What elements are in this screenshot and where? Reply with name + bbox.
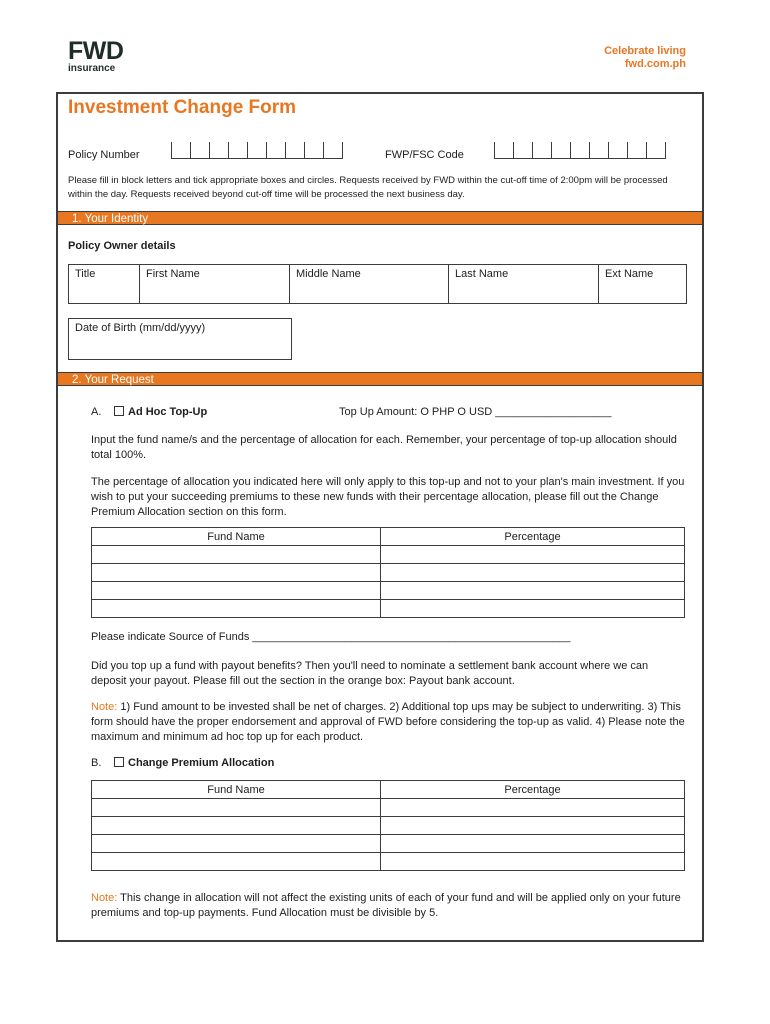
table-row[interactable] bbox=[92, 817, 685, 835]
note-label: Note: bbox=[91, 892, 118, 904]
table-row[interactable] bbox=[92, 582, 685, 600]
topup-allocation-note: The percentage of allocation you indicated here will only apply to this top-up and not to your plan's main investment. If you wish to put your succeeding premiums to these new funds with their percentage allocation, please fill out the Change Premium Allocation section on this form. bbox=[91, 476, 685, 518]
fwd-logo bbox=[68, 38, 123, 74]
topup-fund-table bbox=[91, 527, 685, 618]
policy-owner-heading: Policy Owner details bbox=[68, 240, 176, 252]
tagline-block bbox=[604, 45, 686, 71]
percentage-header: Percentage bbox=[381, 781, 685, 799]
allocation-note bbox=[91, 891, 685, 921]
fwp-code-label: FWP/FSC Code bbox=[385, 149, 464, 161]
change-premium-option[interactable] bbox=[114, 757, 274, 769]
logo-wordmark: FWD bbox=[68, 37, 124, 65]
identity-table bbox=[68, 264, 687, 304]
policy-number-label: Policy Number bbox=[68, 149, 140, 161]
option-b-letter: B. bbox=[91, 757, 102, 769]
topup-instructions: Input the fund name/s and the percentage of allocation for each. Remember, your percentage of top-up allocation should total 100%. bbox=[91, 434, 677, 461]
last-name-field[interactable]: Last Name bbox=[449, 265, 599, 303]
fwp-code-boxes[interactable] bbox=[494, 142, 666, 159]
date-of-birth-field[interactable]: Date of Birth (mm/dd/yyyy) bbox=[68, 318, 292, 360]
table-row[interactable] bbox=[92, 835, 685, 853]
option-a-letter: A. bbox=[91, 406, 102, 418]
table-header-row bbox=[92, 781, 685, 799]
ad-hoc-topup-option[interactable] bbox=[114, 406, 207, 418]
policy-number-boxes[interactable] bbox=[171, 142, 343, 159]
title-field[interactable]: Title bbox=[69, 265, 140, 303]
website: fwd.com.ph bbox=[624, 58, 686, 70]
tagline: Celebrate living bbox=[604, 45, 686, 57]
percentage-header: Percentage bbox=[381, 528, 685, 546]
premium-allocation-table bbox=[91, 780, 685, 871]
note-label: Note: bbox=[91, 701, 118, 713]
table-row[interactable] bbox=[92, 546, 685, 564]
checkbox-icon[interactable] bbox=[114, 757, 124, 767]
form-title: Investment Change Form bbox=[68, 97, 297, 118]
table-row[interactable] bbox=[92, 799, 685, 817]
checkbox-icon[interactable] bbox=[114, 406, 124, 416]
source-of-funds-line[interactable]: Please indicate Source of Funds ____________________________________________________ bbox=[91, 631, 571, 643]
topup-notes bbox=[91, 700, 685, 745]
table-header-row bbox=[92, 528, 685, 546]
section-2-header: 2. Your Request bbox=[58, 372, 702, 386]
payout-paragraph: Did you top up a fund with payout benefits? Then you'll need to nominate a settlement bank account where we can deposit your payout. Please fill out the section in the orange box: Payout bank account. bbox=[91, 660, 649, 687]
table-row[interactable] bbox=[92, 853, 685, 871]
ad-hoc-topup-label: Ad Hoc Top-Up bbox=[128, 406, 208, 418]
first-name-field[interactable]: First Name bbox=[140, 265, 290, 303]
fund-name-header: Fund Name bbox=[92, 528, 381, 546]
change-premium-label: Change Premium Allocation bbox=[128, 757, 275, 769]
fund-name-header: Fund Name bbox=[92, 781, 381, 799]
logo-subtext: insurance bbox=[68, 63, 116, 74]
ext-name-field[interactable]: Ext Name bbox=[605, 268, 654, 280]
note-text: This change in allocation will not affect the existing units of each of your fund and will be applied only on your future premiums and top-up payments. Fund Allocation must be divisible by 5. bbox=[91, 892, 681, 919]
instructions-text: Please fill in block letters and tick appropriate boxes and circles. Requests received by FWD within the cut-off time of 2:00pm will be processed within the day. Requests received beyond cut-off time will be processed the next business day. bbox=[68, 175, 668, 200]
section-1-header: 1. Your Identity bbox=[58, 211, 702, 225]
note-text: 1) Fund amount to be invested shall be net of charges. 2) Additional top ups may be subject to underwriting. 3) This form should have the proper endorsement and approval of FWD before considering the top-up as valid. 4) Please note the maximum and minimum ad hoc top up for each product. bbox=[91, 701, 685, 743]
middle-name-field[interactable]: Middle Name bbox=[290, 265, 449, 303]
topup-amount-line[interactable]: Top Up Amount: O PHP O USD ___________________ bbox=[339, 406, 612, 418]
table-row[interactable] bbox=[92, 564, 685, 582]
table-row[interactable] bbox=[92, 600, 685, 618]
